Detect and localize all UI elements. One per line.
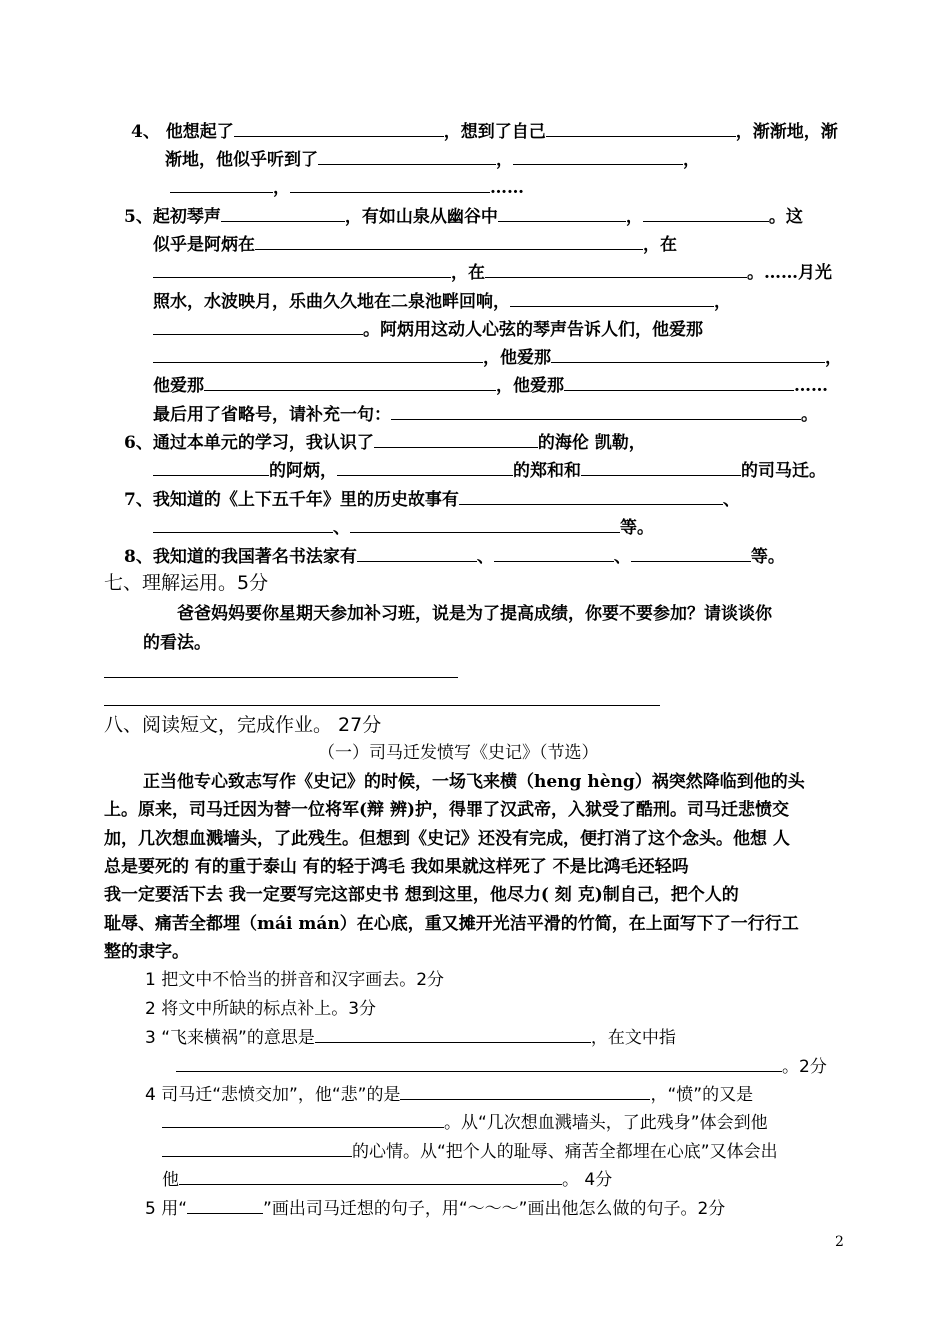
passage-title: （一）司马迁发愤写《史记》（节选） — [318, 743, 599, 763]
q7-text: 7、我知道的《上下五千年》里的历史故事有 — [124, 490, 459, 510]
q8-text: 、 — [476, 547, 494, 567]
q5-text: ， — [714, 292, 731, 312]
answer-blank[interactable] — [290, 176, 490, 193]
q5-text: 似乎是阿炳在 — [153, 235, 255, 255]
answer-blank[interactable] — [391, 403, 801, 420]
section-7-heading: 七、理解运用。5分 — [104, 572, 269, 594]
answer-blank[interactable] — [581, 459, 741, 476]
q5-line5 — [153, 318, 703, 341]
passage-line: 耻辱、痛苦全都埋（mái mán）在心底，重又摊开光洁平滑的竹简，在上面写下了一行行工 — [104, 914, 799, 934]
q5-text: 。……月光 — [747, 263, 832, 283]
q5-line2 — [153, 233, 677, 256]
answer-blank[interactable] — [374, 431, 538, 448]
answer-blank[interactable] — [551, 346, 825, 363]
passage-line: 加，几次想血溅墙头，了此残生。但想到《史记》还没有完成，便打消了这个念头。他想 人 — [104, 829, 790, 849]
q7-text: 、 — [333, 518, 350, 538]
q5-line4 — [153, 290, 731, 313]
q5-line1 — [124, 205, 803, 228]
q7-text: 、 — [722, 490, 740, 510]
q5-text: ，在 — [451, 263, 485, 283]
answer-blank[interactable] — [350, 516, 620, 533]
q7-line1 — [124, 488, 740, 511]
q6-text: 的海伦 凯勒， — [537, 433, 646, 453]
answer-blank[interactable] — [176, 1055, 782, 1072]
task-1: 1 把文中不恰当的拼音和汉字画去。2分 — [145, 970, 445, 990]
task-4-line2 — [162, 1111, 768, 1134]
q4-line3 — [170, 176, 524, 199]
answer-blank[interactable] — [318, 148, 496, 165]
q4-text: ，渐渐地，渐 — [735, 122, 838, 142]
q5-line6 — [153, 346, 842, 369]
q5-line3 — [153, 261, 832, 284]
q6-text: 的阿炳， — [269, 461, 337, 481]
task-5-line — [145, 1197, 725, 1220]
passage-line: 总是要死的 有的重于泰山 有的轻于鸿毛 我如果就这样死了 不是比鸿毛还轻吗 — [104, 857, 689, 877]
q6-text: 的郑和和 — [513, 461, 581, 481]
q4-text: ， — [496, 150, 513, 170]
q5-text: ，他爱那 — [496, 376, 564, 396]
q4-text: ， — [683, 150, 700, 170]
q8-text: 、 — [613, 547, 631, 567]
answer-blank[interactable] — [494, 545, 614, 562]
q7-text: 等。 — [620, 518, 654, 538]
page-number: 2 — [835, 1234, 844, 1250]
answer-blank[interactable] — [179, 1168, 562, 1185]
q6-text: 6、通过本单元的学习，我认识了 — [124, 433, 374, 453]
answer-blank[interactable] — [234, 120, 444, 137]
q5-text: 最后用了省略号，请补充一句： — [153, 405, 391, 425]
answer-blank[interactable] — [459, 488, 723, 505]
answer-blank[interactable] — [564, 374, 794, 391]
answer-line[interactable] — [104, 677, 458, 678]
task-3-text: ，在文中指 — [590, 1028, 676, 1048]
task-4-text: 的心情。从“把个人的耻辱、痛苦全都埋在心底”又体会出 — [352, 1142, 778, 1162]
task-5-text: 5 用“ — [145, 1199, 188, 1219]
answer-blank[interactable] — [510, 290, 714, 307]
q4-text: ， — [273, 178, 290, 198]
answer-blank[interactable] — [337, 459, 513, 476]
answer-blank[interactable] — [631, 545, 751, 562]
q5-text: ，他爱那 — [483, 348, 551, 368]
task-3-line2 — [176, 1055, 827, 1078]
answer-blank[interactable] — [162, 1140, 352, 1157]
task-4-text: 4 司马迁“悲愤交加”，他“悲”的是 — [145, 1085, 401, 1105]
answer-blank[interactable] — [153, 459, 269, 476]
answer-blank[interactable] — [153, 261, 451, 278]
q5-line7 — [153, 374, 828, 397]
answer-blank[interactable] — [498, 205, 626, 222]
q5-text: ，有如山泉从幽谷中 — [344, 207, 498, 227]
passage-line: 我一定要活下去 我一定要写完这部史书 想到这里，他尽力( 刻 克)制自己，把个人的 — [104, 885, 739, 905]
answer-blank[interactable] — [153, 516, 333, 533]
task-4-text: 。 4分 — [562, 1170, 613, 1190]
answer-blank[interactable] — [255, 233, 643, 250]
q5-text: 。这 — [768, 207, 803, 227]
task-4-text: 。从“几次想血溅墙头，了此残身”体会到他 — [444, 1113, 768, 1133]
answer-blank[interactable] — [485, 261, 747, 278]
q5-text: 照水，水波映月，乐曲久久地在二泉池畔回响， — [153, 292, 510, 312]
answer-line[interactable] — [104, 705, 660, 706]
q6-text: 的司马迁。 — [741, 461, 826, 481]
q7-line2 — [153, 516, 654, 539]
task-4-text: 他 — [162, 1170, 179, 1190]
q4-text: …… — [490, 178, 524, 198]
answer-blank[interactable] — [643, 205, 769, 222]
answer-blank[interactable] — [170, 176, 273, 193]
passage-line: 上。原来，司马迁因为替一位将军(辩 辨)护，得罪了汉武帝，入狱受了酷刑。司马迁悲愤交 — [104, 800, 790, 820]
answer-blank[interactable] — [315, 1026, 591, 1043]
answer-blank[interactable] — [513, 148, 683, 165]
q5-line8 — [153, 403, 818, 426]
task-3-text: 3 “飞来横祸”的意思是 — [145, 1028, 315, 1048]
answer-blank[interactable] — [153, 318, 363, 335]
section-7-prompt-cont: 的看法。 — [143, 633, 211, 653]
q5-text: 5、起初琴声 — [124, 207, 221, 227]
q5-text: ， — [825, 348, 842, 368]
passage-line: 整的隶字。 — [104, 942, 189, 962]
q8-text: 等。 — [750, 547, 785, 567]
task-4-line3 — [162, 1140, 778, 1163]
q5-text: ， — [625, 207, 643, 227]
q8-line1 — [124, 545, 785, 568]
section-8-heading: 八、阅读短文，完成作业。 27分 — [104, 714, 382, 736]
q5-text: ，在 — [643, 235, 677, 255]
answer-blank[interactable] — [400, 1083, 650, 1100]
q5-text: 他爱那 — [153, 376, 204, 396]
q4-line2 — [165, 148, 700, 171]
q4-text: 渐地，他似乎听到了 — [165, 150, 318, 170]
answer-blank[interactable] — [546, 120, 736, 137]
underline-sample — [187, 1197, 263, 1214]
task-4-line1 — [145, 1083, 753, 1106]
q5-text: 。 — [801, 405, 818, 425]
task-2: 2 将文中所缺的标点补上。3分 — [145, 999, 377, 1019]
answer-blank[interactable] — [357, 545, 477, 562]
q4-text: ，想到了自己 — [443, 122, 546, 142]
q4-text: 4、 他想起了 — [131, 122, 234, 142]
task-3-text: 。2分 — [782, 1057, 827, 1077]
q5-text: 。阿炳用这动人心弦的琴声告诉人们，他爱那 — [363, 320, 703, 340]
answer-blank[interactable] — [221, 205, 345, 222]
task-4-line4 — [162, 1168, 612, 1191]
answer-blank[interactable] — [162, 1111, 444, 1128]
q8-text: 8、我知道的我国著名书法家有 — [124, 547, 357, 567]
task-5-text: ”画出司马迁想的句子，用“～～～”画出他怎么做的句子。2分 — [263, 1199, 726, 1219]
q6-line2 — [153, 459, 826, 482]
task-4-text: ，“愤”的又是 — [650, 1085, 754, 1105]
q5-text: …… — [794, 376, 828, 396]
answer-blank[interactable] — [153, 346, 483, 363]
task-3-line1 — [145, 1026, 676, 1049]
answer-blank[interactable] — [204, 374, 496, 391]
section-7-prompt: 爸爸妈妈要你星期天参加补习班，说是为了提高成绩，你要不要参加？请谈谈你 — [177, 604, 772, 624]
q4-line1 — [131, 120, 838, 143]
q6-line1 — [124, 431, 646, 454]
passage-line: 正当他专心致志写作《史记》的时候，一场飞来横（heng hèng）祸突然降临到他的头 — [143, 772, 805, 792]
